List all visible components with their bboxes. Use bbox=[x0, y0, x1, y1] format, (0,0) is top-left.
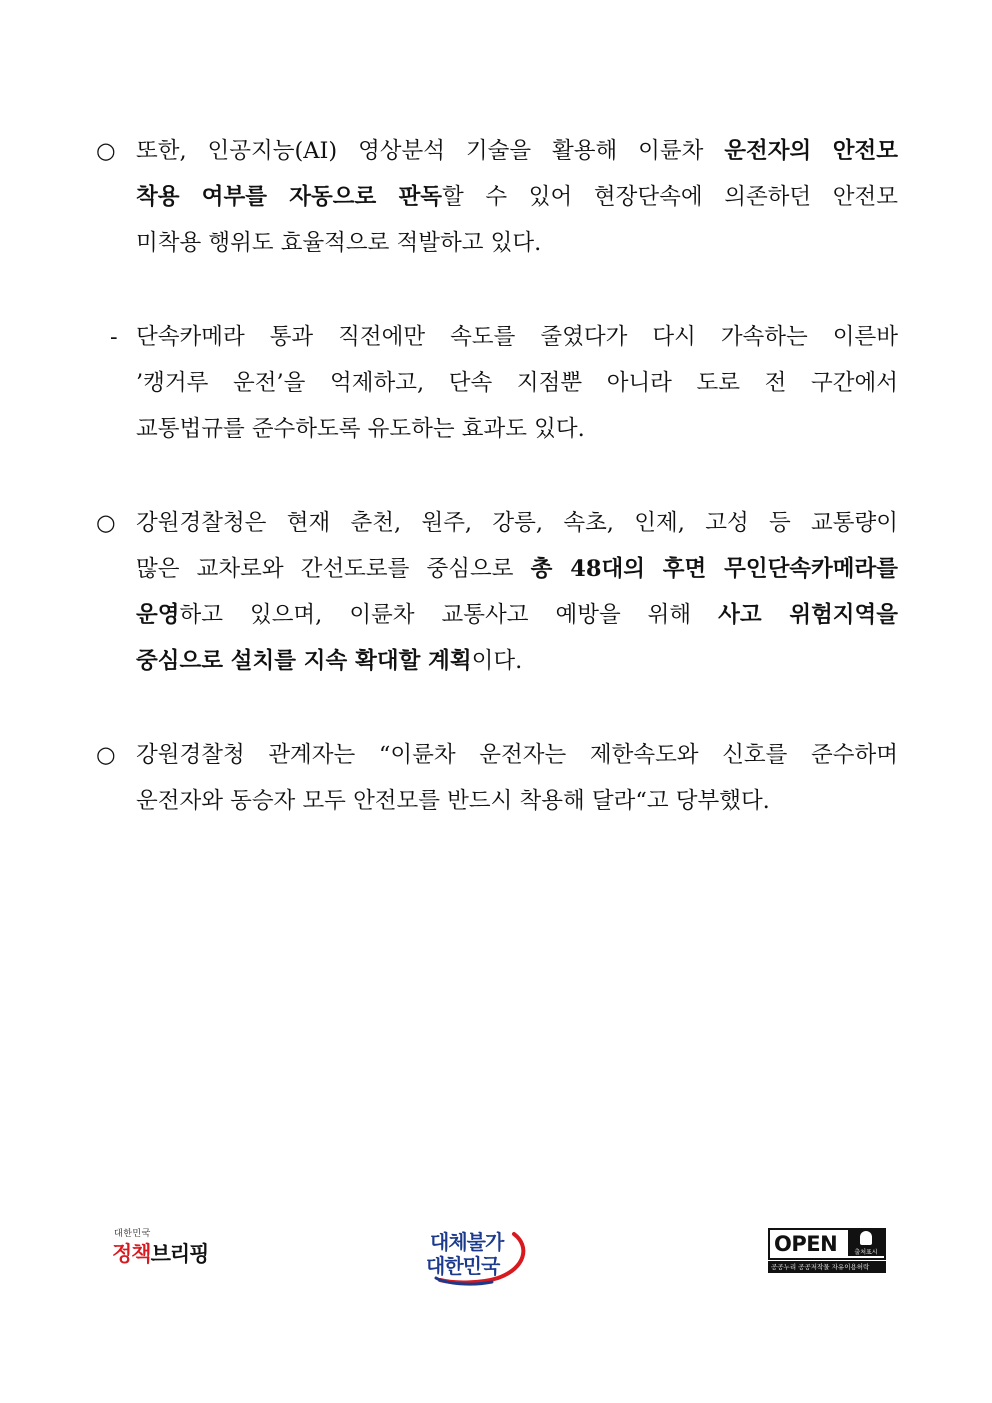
paragraph-line bbox=[136, 128, 898, 174]
attribution-label: 출처표시 bbox=[854, 1249, 878, 1256]
open-text: OPEN bbox=[774, 1232, 838, 1256]
text-run: 강원경찰청은 현재 춘천, 원주, 강릉, 속초, 인제, 고성 등 교통량이 bbox=[136, 510, 898, 536]
text-run: 운전자와 동승자 모두 안전모를 반드시 착용해 달라“고 당부했다. bbox=[136, 788, 770, 814]
bold-text: 사고 위험지역을 bbox=[718, 602, 899, 628]
circle-bullet: ○ bbox=[96, 138, 116, 164]
text-run: 단속카메라 통과 직전에만 속도를 줄였다가 다시 가속하는 이른바 bbox=[136, 324, 898, 350]
paragraph-line bbox=[136, 638, 898, 684]
text-run: 많은 교차로와 간선도로를 중심으로 bbox=[136, 556, 531, 582]
paragraph-line bbox=[136, 314, 898, 360]
paragraph-line bbox=[136, 592, 898, 638]
logo-line2: 대한민국 bbox=[426, 1254, 500, 1278]
paragraph-line bbox=[136, 778, 898, 824]
text-run: 강원경찰청 관계자는 “이륜차 운전자는 제한속도와 신호를 준수하며 bbox=[136, 742, 898, 768]
text-run: 하고 있으며, 이륜차 교통사고 예방을 위해 bbox=[179, 602, 719, 628]
kogl-open-logo bbox=[768, 1228, 888, 1274]
logo-big-text: 정책브리핑 bbox=[112, 1242, 209, 1266]
circle-bullet: ○ bbox=[96, 510, 116, 536]
bold-text: 운전자의 안전모 bbox=[724, 138, 898, 164]
text-run: 할 수 있어 현장단속에 의존하던 안전모 bbox=[442, 184, 898, 210]
paragraph-line bbox=[136, 732, 898, 778]
text-run: 또한, 인공지능(AI) 영상분석 기술을 활용해 이륜차 bbox=[136, 138, 725, 164]
circle-bullet: ○ bbox=[96, 742, 116, 768]
paragraph-2 bbox=[96, 314, 898, 452]
text-run: ’캥거루 운전’을 억제하고, 단속 지점뿐 아니라 도로 전 구간에서 bbox=[136, 370, 898, 396]
policy-briefing-logo bbox=[112, 1226, 216, 1272]
dash-bullet: - bbox=[110, 324, 118, 350]
bold-text: 운영 bbox=[136, 602, 180, 628]
paragraph-3 bbox=[96, 500, 898, 684]
person-icon bbox=[860, 1231, 872, 1245]
paragraph-line bbox=[136, 406, 898, 452]
text-run: 이다. bbox=[471, 648, 523, 674]
bold-text: 착용 여부를 자동으로 판독 bbox=[136, 184, 443, 210]
paragraph-line bbox=[136, 360, 898, 406]
logo-small-text: 대한민국 bbox=[114, 1229, 151, 1239]
paragraph-4 bbox=[96, 732, 898, 824]
paragraph-line bbox=[136, 546, 898, 592]
kogl-strip: 공공누리 공공저작물 자유이용허락 bbox=[768, 1261, 886, 1273]
bold-text: 중심으로 설치를 지속 확대할 계획 bbox=[136, 648, 472, 674]
text-run: 교통법규를 준수하도록 유도하는 효과도 있다. bbox=[136, 416, 585, 442]
attribution-icon bbox=[848, 1228, 884, 1256]
text-run: 미착용 행위도 효율적으로 적발하고 있다. bbox=[136, 230, 542, 256]
paragraph-line bbox=[136, 174, 898, 220]
bold-text: 총 48대의 후면 무인단속카메라를 bbox=[530, 556, 898, 582]
logo-line1: 대체불가 bbox=[430, 1230, 504, 1254]
irreplaceable-korea-logo bbox=[422, 1224, 534, 1286]
paragraph-line bbox=[136, 220, 898, 266]
paragraph-1 bbox=[96, 128, 898, 266]
paragraph-line bbox=[136, 500, 898, 546]
